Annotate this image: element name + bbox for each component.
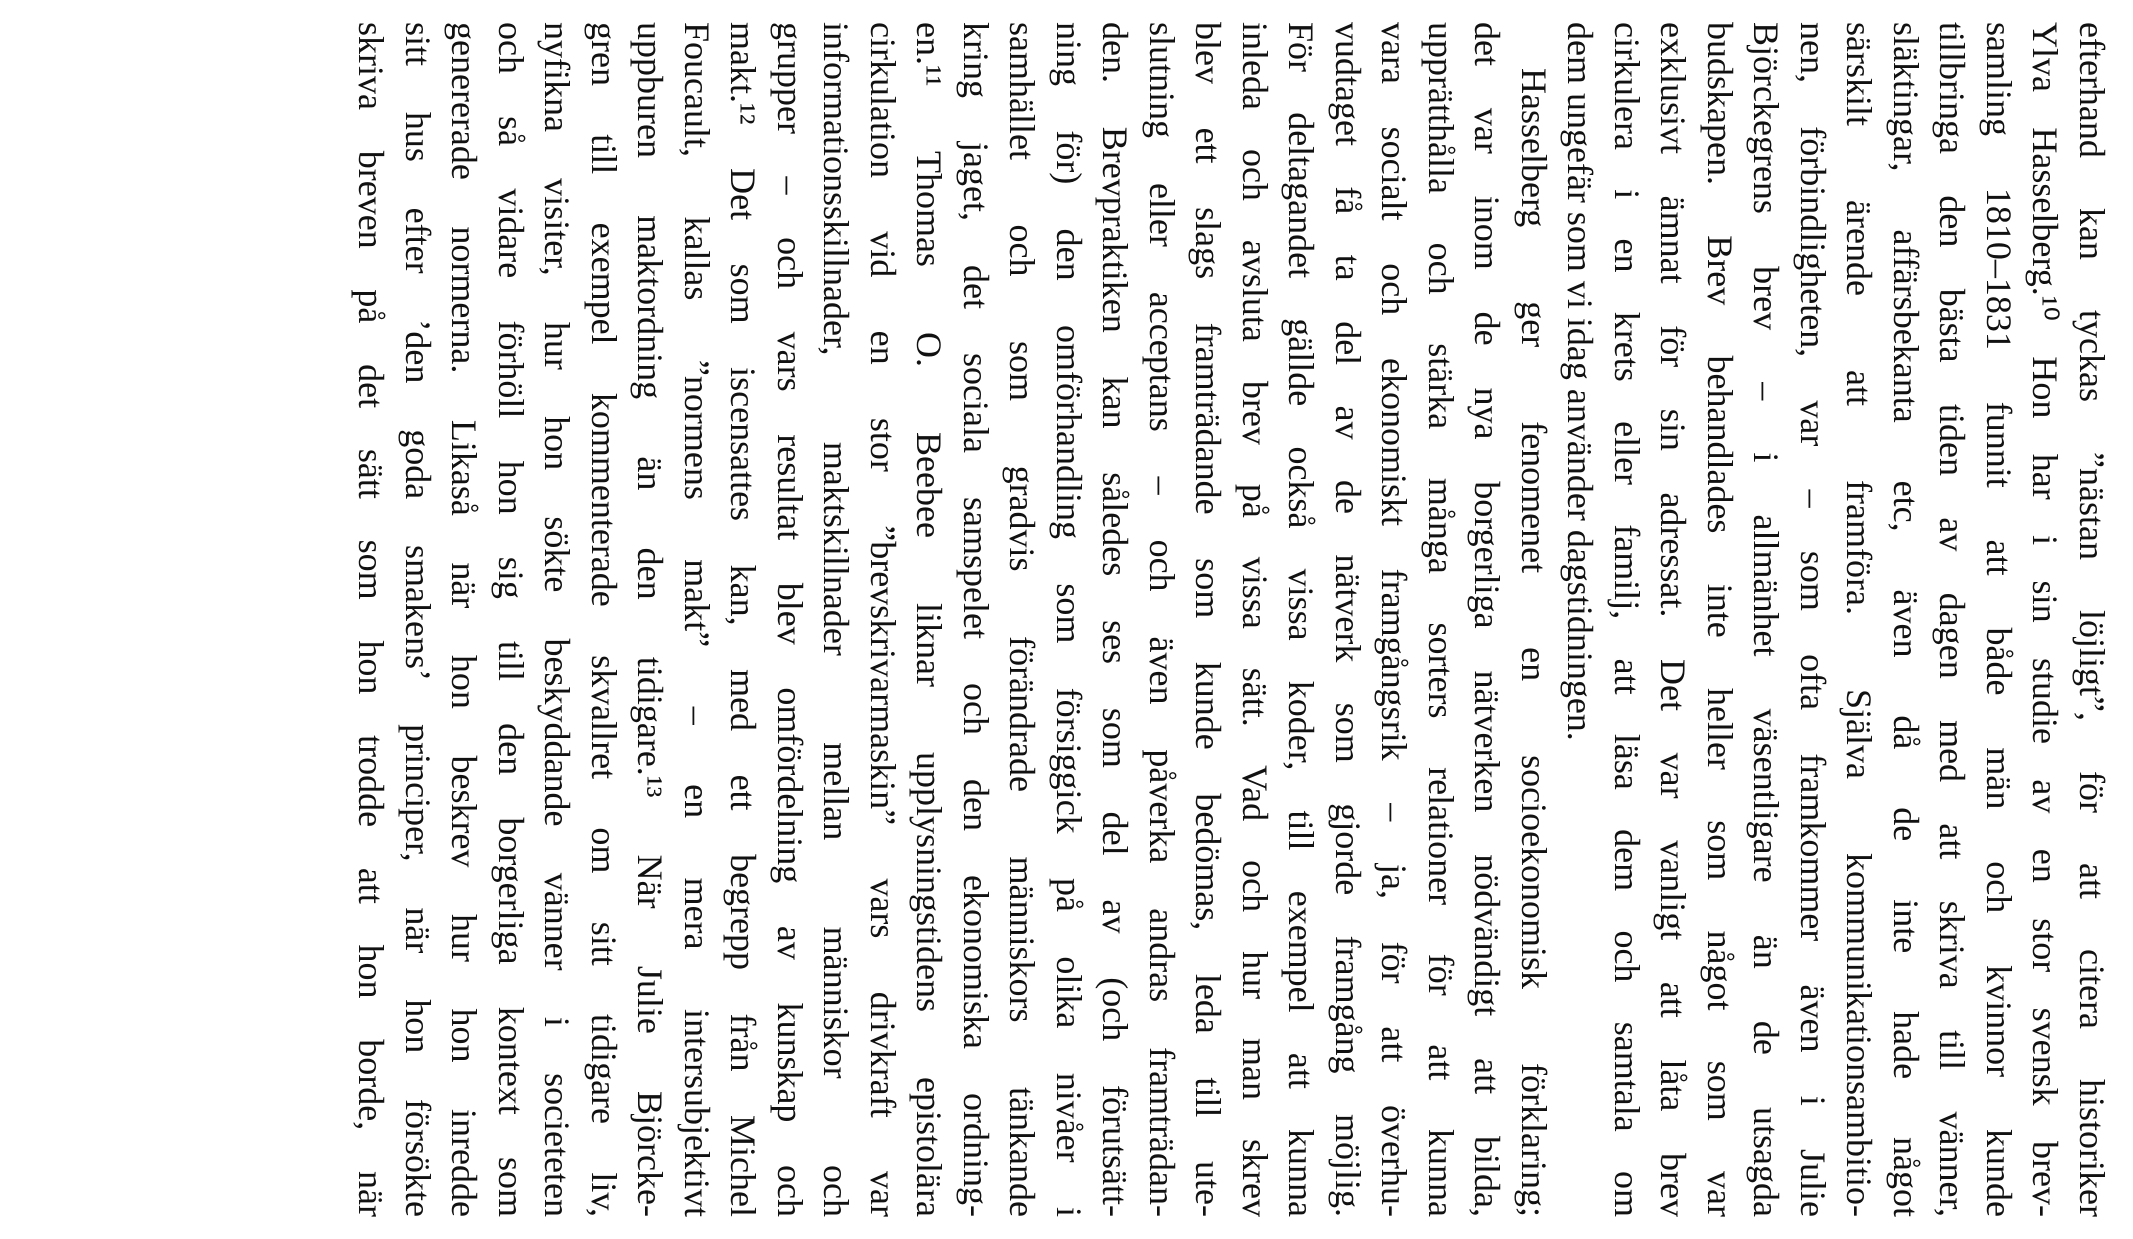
text-line: efterhand kan tyckas ”nästan löjligt”, för att citera historiker [2072, 22, 2112, 1217]
text-line: en.¹¹ Thomas O. Beebee liknar upplysningstidens epistolära [909, 22, 950, 1217]
text-line: slutning eller acceptans – och även påverka andras framträdan- [1142, 22, 1182, 1217]
text-line: den. Brevpraktiken kan således ses som del av (och förutsätt- [1095, 22, 1136, 1217]
text-line: cirkulera i en krets eller familj, att läsa dem och samtala om [1607, 22, 1647, 1217]
text-line: grupper – och vars resultat blev omfördelning av kunskap och [770, 22, 810, 1217]
text-line: särskilt ärende att framföra. Själva kommunikationsambitio- [1839, 22, 1880, 1217]
text-line: uppburen maktordning än den tidigare.¹³ När Julie Björcke- [630, 22, 671, 1217]
text-line: vudtaget få ta del av de nätverk som gjorde framgång möjlig. [1328, 22, 1368, 1217]
text-line: släktingar, affärsbekanta etc, även då de inte hade något [1886, 22, 1926, 1217]
text-line: makt.¹² Det som iscensattes kan, med ett begrepp från Michel [723, 22, 764, 1217]
text-line: upprätthålla och stärka många sorters relationer för att kunna [1421, 22, 1461, 1217]
text-line: inleda och avsluta brev på vissa sätt. Vad och hur man skrev [1235, 22, 1275, 1217]
paragraph-start-line: Hasselberg ger fenomenet en socioekonomisk förklaring; [1514, 68, 1554, 1217]
text-line: cirkulation vid en stor ”brevskrivarmaskin” vars drivkraft var [863, 22, 903, 1217]
text-line: blev ett slags framträdande som kunde bedömas, leda till ute- [1188, 22, 1229, 1217]
text-line: Foucault, kallas ”normens makt” – en mera intersubjektivt [677, 22, 717, 1217]
text-line: Björckegrens brev – i allmänhet väsentligare än de utsagda [1746, 22, 1787, 1217]
text-line: informationsskillnader, maktskillnader mellan människor och [816, 22, 857, 1217]
text-line: kring jaget, det sociala samspelet och den ekonomiska ordning- [956, 22, 996, 1217]
text-line: sitt hus efter ’den goda smakens’ principer, när hon försökte [398, 22, 438, 1217]
text-line: Ylva Hasselberg.¹⁰ Hon har i sin studie av en stor svensk brev- [2025, 22, 2066, 1217]
text-line: vara socialt och ekonomiskt framgångsrik – ja, för att överhu- [1374, 22, 1415, 1217]
text-line: nyfikna visiter, hur hon sökte beskyddande vänner i societeten [537, 22, 578, 1217]
text-line: och så vidare förhöll hon sig till den borgerliga kontext som [491, 22, 531, 1217]
text-line: budskapen. Brev behandlades inte heller som något som var [1700, 22, 1740, 1217]
text-line: samling 1810–1831 funnit att både män och kvinnor kunde [1979, 22, 2019, 1217]
text-line: ning för) den omförhandling som försiggick på olika nivåer i [1049, 22, 1089, 1217]
text-line: tillbringa den bästa tiden av dagen med att skriva till vänner, [1932, 22, 1973, 1217]
text-line: gren till exempel kommenterade skvallret om sitt tidigare liv, [584, 22, 624, 1217]
text-line: genererade normerna. Likaså när hon beskrev hur hon inredde [444, 22, 485, 1217]
text-line: nen, förbindligheten, var – som ofta framkommer även i Julie [1793, 22, 1833, 1217]
text-line: samhället och som gradvis förändrade människors tänkande [1002, 22, 1043, 1217]
text-line: skriva breven på det sätt som hon trodde att hon borde, när [351, 22, 392, 1217]
text-line: det var inom de nya borgerliga nätverken nödvändigt att bilda, [1467, 22, 1508, 1217]
text-line: För deltagandet gällde också vissa koder, till exempel att kunna [1281, 22, 1322, 1217]
paragraph-end-line: dem ungefär som vi idag använder dagstidningen. [1560, 22, 1601, 741]
text-line: exklusivt ämnat för sin adressat. Det var vanligt att låta brev [1653, 22, 1694, 1217]
body-text [348, 22, 2115, 1217]
